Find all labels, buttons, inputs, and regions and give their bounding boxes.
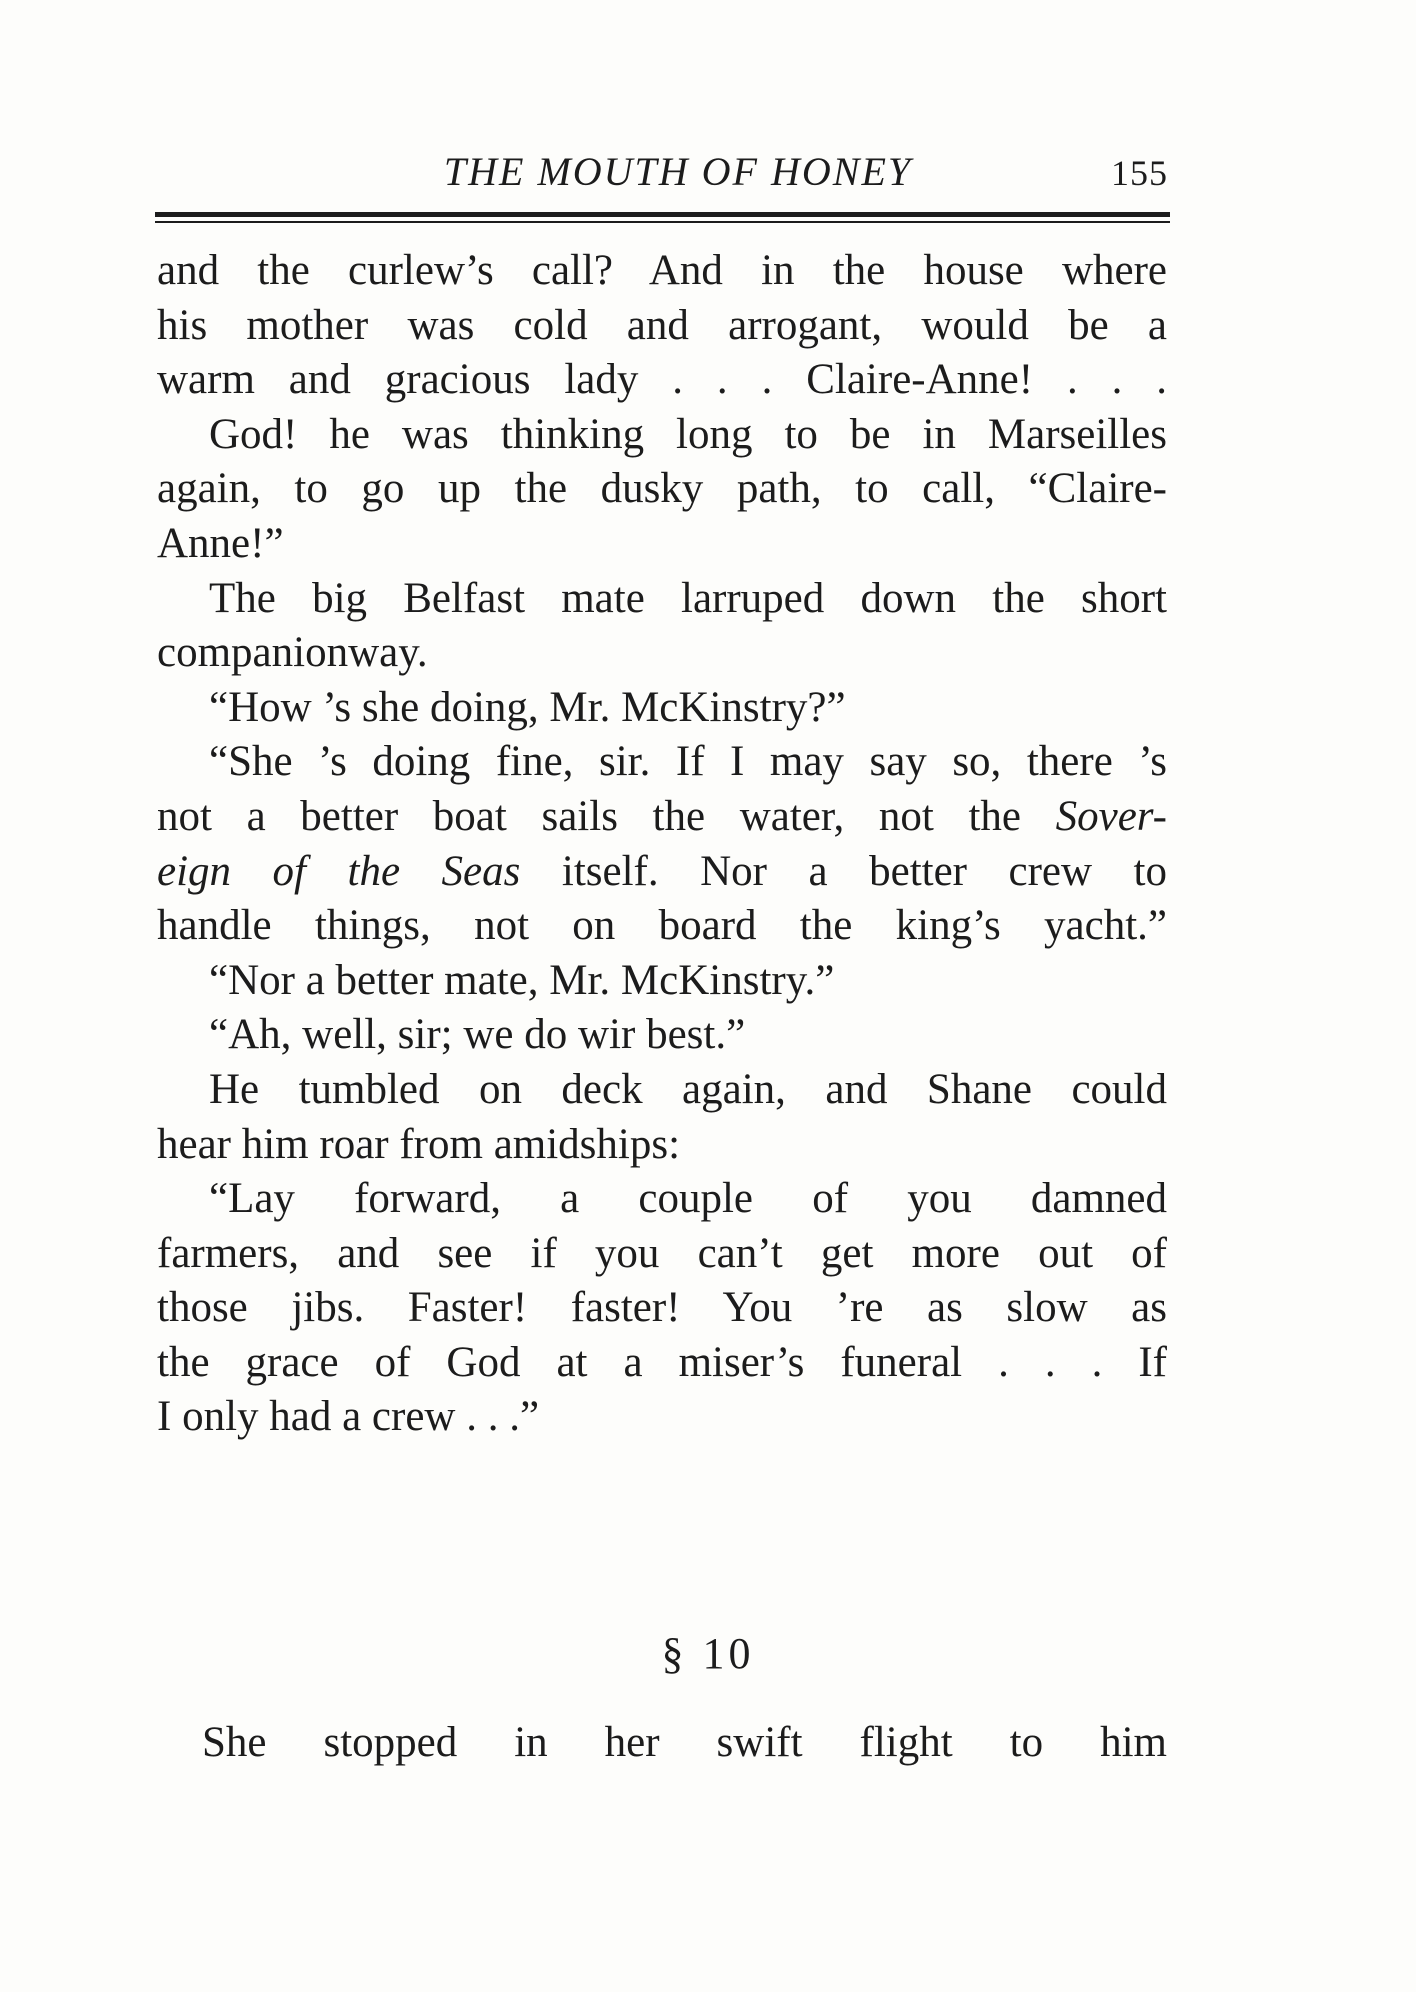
header-rule-thin [155, 221, 1170, 223]
text-line: “Nor a better mate, Mr. McKinstry.” [209, 956, 835, 1004]
text-line: The big Belfast mate larruped down the short [209, 574, 1167, 622]
text-line: handle things, not on board the king’s yacht.” [157, 902, 1167, 950]
section-first-line: She stopped in her swift flight to him [202, 1719, 1167, 1766]
italic-title-fragment: Sover- [1055, 792, 1167, 840]
page-number: 155 [1111, 153, 1168, 193]
text-line: companionway. [157, 629, 428, 677]
text-line: God! he was thinking long to be in Marseilles [209, 410, 1167, 458]
text-line: “Ah, well, sir; we do wir best.” [209, 1011, 746, 1059]
text-line: warm and gracious lady . . . Claire-Anne! . . . [157, 356, 1167, 404]
italic-title-fragment: eign of the Seas [157, 847, 521, 895]
text-line: He tumbled on deck again, and Shane could [209, 1065, 1167, 1113]
section-heading: § 10 [661, 1629, 755, 1678]
body-text [157, 244, 1167, 1445]
text-line: those jibs. Faster! faster! You ’re as slow as [157, 1284, 1167, 1332]
text-fragment: itself. Nor a better crew to [561, 847, 1168, 895]
text-line: I only had a crew . . .” [157, 1393, 540, 1441]
header-rule-thick [155, 212, 1170, 217]
text-fragment: not a better boat sails the water, not the [157, 792, 1021, 840]
text-line [157, 790, 1167, 845]
text-line: and the curlew’s call? And in the house where [157, 247, 1167, 294]
text-line: “How ’s she doing, Mr. McKinstry?” [209, 683, 846, 731]
text-line: the grace of God at a miser’s funeral . . . If [157, 1338, 1167, 1386]
text-line [157, 845, 1167, 900]
text-line: hear him roar from amidships: [157, 1120, 681, 1168]
text-line: his mother was cold and arrogant, would be a [157, 301, 1167, 349]
text-line: farmers, and see if you can’t get more out of [157, 1229, 1167, 1277]
text-line: again, to go up the dusky path, to call, “Claire- [157, 465, 1167, 513]
text-line: “Lay forward, a couple of you damned [209, 1175, 1167, 1223]
page-header [158, 148, 1168, 200]
text-line: “She ’s doing fine, sir. If I may say so, there ’s [209, 738, 1167, 786]
running-title: THE MOUTH OF HONEY [443, 149, 913, 194]
text-line: Anne!” [157, 519, 284, 567]
